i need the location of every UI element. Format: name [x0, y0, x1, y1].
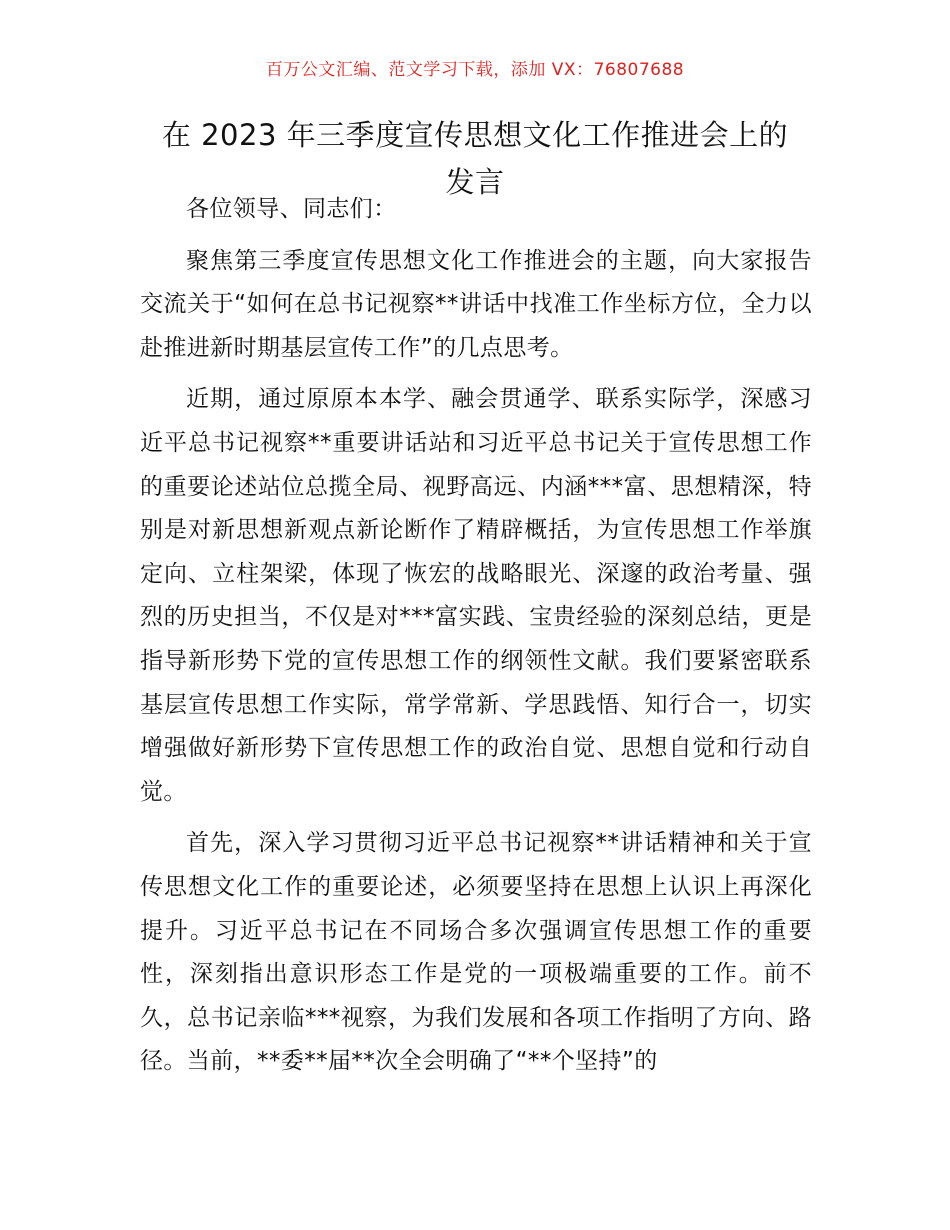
title-line-1: 在 2023 年三季度宣传思想文化工作推进会上的 [161, 118, 789, 152]
salutation: 各位领导、同志们： [186, 196, 397, 222]
title-line-2: 发言 [445, 165, 505, 199]
document-body [140, 188, 812, 1084]
paragraph-2: 近期，通过原原本本学、融会贯通学、联系实际学，深感习近平总书记视察**重要讲话站和习近平总书记关于宣传思想工作的重要论述站位总揽全局、视野高远、内涵***富、思想精深，特别是对新思想新观点新论断作了精辟概括，为宣传思想工作举旗定向、立柱架梁，体现了恢宏的战略眼光、深邃的政治考量、强烈的历史担当，不仅是对***富实践、宝贵经验的深刻总结，更是指导新形势下党的宣传思想工作的纲领性文献。我们要紧密联系基层宣传思想工作实际，常学常新、学思践悟、知行合一，切实增强做好新形势下宣传思想工作的政治自觉、思想自觉和行动自觉。 [140, 386, 812, 805]
paragraph-3: 首先，深入学习贯彻习近平总书记视察**讲话精神和关于宣传思想文化工作的重要论述，必须要坚持在思想上认识上再深化提升。习近平总书记在不同场合多次强调宣传思想工作的重要性，深刻指出意识形态工作是党的一项极端重要的工作。前不久，总书记亲临***视察，为我们发展和各项工作指明了方向、路径。当前，**委**届**次全会明确了“**个坚持”的 [140, 830, 812, 1075]
watermark-header-note: 百万公文汇编、范文学习下载，添加 VX：76807688 [265, 60, 685, 80]
paragraph-1: 聚焦第三季度宣传思想文化工作推进会的主题，向大家报告交流关于“如何在总书记视察**讲话中找准工作坐标方位，全力以赴推进新时期基层宣传工作”的几点思考。 [140, 247, 812, 361]
